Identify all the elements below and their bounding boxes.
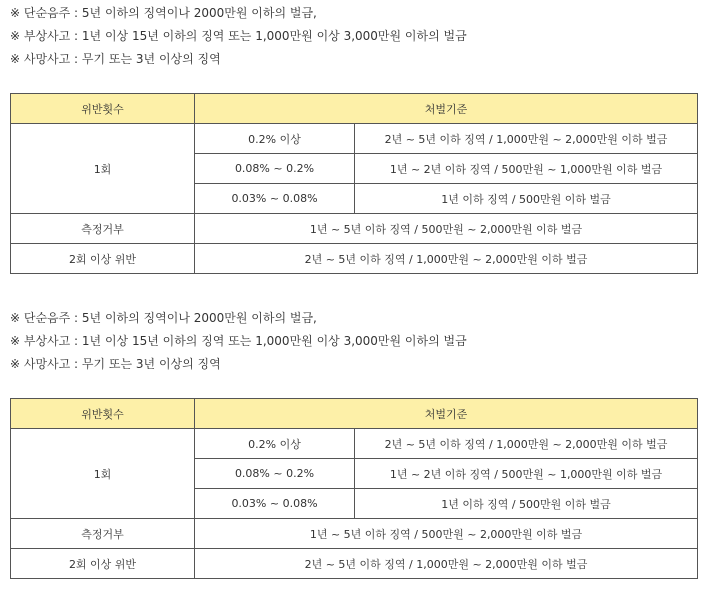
bac-level: 0.2% 이상 [195, 429, 355, 459]
bac-level: 0.2% 이상 [195, 124, 355, 154]
refusal-penalty: 1년 ~ 5년 이하 징역 / 500만원 ~ 2,000만원 이하 벌금 [195, 519, 698, 549]
bac-level: 0.03% ~ 0.08% [195, 184, 355, 214]
table-row [11, 124, 698, 154]
notes-list [10, 307, 697, 376]
note-injury-accident: ※ 부상사고 : 1년 이상 15년 이하의 징역 또는 1,000만원 이상 3,000만원 이하의 벌금 [10, 29, 467, 43]
repeat-penalty: 2년 ~ 5년 이하 징역 / 1,000만원 ~ 2,000만원 이하 벌금 [195, 549, 698, 579]
bac-level: 0.03% ~ 0.08% [195, 489, 355, 519]
penalty-section-2 [10, 307, 697, 579]
note-injury-accident: ※ 부상사고 : 1년 이상 15년 이하의 징역 또는 1,000만원 이상 3,000만원 이하의 벌금 [10, 334, 467, 348]
penalty-table [10, 398, 698, 579]
refusal-label: 측정거부 [11, 214, 195, 244]
penalty-text: 1년 ~ 2년 이하 징역 / 500만원 ~ 1,000만원 이하 벌금 [355, 459, 698, 489]
bac-level: 0.08% ~ 0.2% [195, 154, 355, 184]
first-offense-label: 1회 [11, 124, 195, 214]
first-offense-label: 1회 [11, 429, 195, 519]
table-row [11, 244, 698, 274]
table-header-row [11, 399, 698, 429]
refusal-label: 측정거부 [11, 519, 195, 549]
repeat-penalty: 2년 ~ 5년 이하 징역 / 1,000만원 ~ 2,000만원 이하 벌금 [195, 244, 698, 274]
penalty-text: 2년 ~ 5년 이하 징역 / 1,000만원 ~ 2,000만원 이하 벌금 [355, 429, 698, 459]
table-row [11, 519, 698, 549]
penalty-section-1 [10, 2, 697, 274]
header-violation-count: 위반횟수 [11, 399, 195, 429]
note-simple-drinking: ※ 단순음주 : 5년 이하의 징역이나 2000만원 이하의 벌금, [10, 311, 317, 325]
table-row [11, 214, 698, 244]
header-penalty-standard: 처벌기준 [195, 94, 698, 124]
penalty-text: 1년 이하 징역 / 500만원 이하 벌금 [355, 184, 698, 214]
penalty-text: 1년 ~ 2년 이하 징역 / 500만원 ~ 1,000만원 이하 벌금 [355, 154, 698, 184]
notes-list [10, 2, 697, 71]
table-header-row [11, 94, 698, 124]
penalty-text: 2년 ~ 5년 이하 징역 / 1,000만원 ~ 2,000만원 이하 벌금 [355, 124, 698, 154]
table-row [11, 429, 698, 459]
penalty-table [10, 93, 698, 274]
note-fatal-accident: ※ 사망사고 : 무기 또는 3년 이상의 징역 [10, 357, 221, 371]
repeat-label: 2회 이상 위반 [11, 244, 195, 274]
penalty-text: 1년 이하 징역 / 500만원 이하 벌금 [355, 489, 698, 519]
header-penalty-standard: 처벌기준 [195, 399, 698, 429]
bac-level: 0.08% ~ 0.2% [195, 459, 355, 489]
table-row [11, 549, 698, 579]
note-simple-drinking: ※ 단순음주 : 5년 이하의 징역이나 2000만원 이하의 벌금, [10, 6, 317, 20]
header-violation-count: 위반횟수 [11, 94, 195, 124]
repeat-label: 2회 이상 위반 [11, 549, 195, 579]
refusal-penalty: 1년 ~ 5년 이하 징역 / 500만원 ~ 2,000만원 이하 벌금 [195, 214, 698, 244]
note-fatal-accident: ※ 사망사고 : 무기 또는 3년 이상의 징역 [10, 52, 221, 66]
